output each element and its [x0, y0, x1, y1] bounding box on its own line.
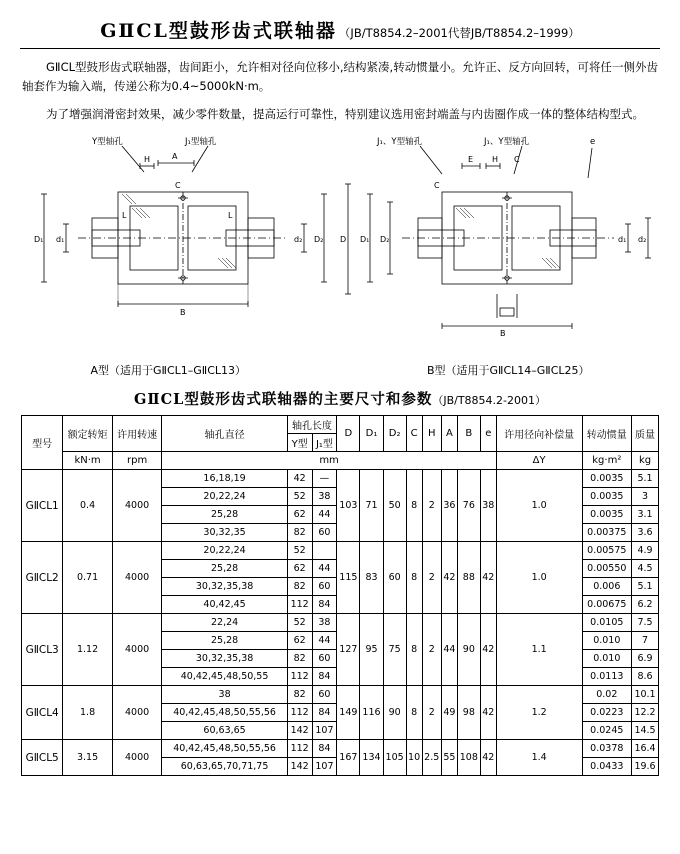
cell-inertia: 0.0245	[582, 722, 632, 740]
th-compensation: 许用径向补偿量	[496, 416, 582, 452]
cell-D: 167	[337, 740, 360, 776]
cell-inertia: 0.0035	[582, 488, 632, 506]
cell-D: 115	[337, 542, 360, 614]
cell-inertia: 0.00675	[582, 596, 632, 614]
page-title	[0, 16, 680, 43]
cell-mass: 3.6	[632, 524, 659, 542]
svg-text:d₁: d₁	[56, 235, 65, 244]
cell-B: 98	[457, 686, 480, 740]
cell-bore-diameter: 40,42,45	[162, 596, 287, 614]
svg-text:E: E	[468, 155, 474, 164]
cell-torque: 3.15	[63, 740, 113, 776]
cell-inertia: 0.0113	[582, 668, 632, 686]
cell-compensation: 1.2	[496, 686, 582, 740]
cell-inertia: 0.00550	[582, 560, 632, 578]
th-mass-unit: kg	[632, 452, 659, 470]
svg-text:J₁、Y型轴孔: J₁、Y型轴孔	[484, 137, 530, 147]
cell-H: 2.5	[422, 740, 441, 776]
svg-text:L: L	[122, 211, 127, 220]
cell-inertia: 0.0035	[582, 506, 632, 524]
cell-inertia: 0.0378	[582, 740, 632, 758]
cell-speed: 4000	[112, 740, 162, 776]
table-header-row-1	[22, 416, 659, 434]
cell-bore-diameter: 40,42,45,48,50,55,56	[162, 740, 287, 758]
table-title	[0, 388, 680, 409]
cell-D: 149	[337, 686, 360, 740]
cell-e: 42	[480, 740, 496, 776]
page-title-standard: （JB/T8854.2–2001代替JB/T8854.2–1999）	[338, 26, 580, 40]
cell-bore-length-y: 142	[287, 758, 312, 776]
cell-bore-diameter: 30,32,35	[162, 524, 287, 542]
svg-text:D₁: D₁	[34, 235, 44, 244]
intro-paragraph-2: 为了增强润滑密封效果，减少零件数量，提高运行可靠性，特别建议选用密封端盖与内齿圈作成一体的整体结构型式。	[46, 107, 644, 121]
cell-bore-length-j: 44	[312, 560, 337, 578]
svg-text:d₂: d₂	[638, 235, 647, 244]
caption-type-a: A型（适用于GⅡCL1–GⅡCL13）	[90, 364, 246, 377]
cell-bore-length-y: 112	[287, 668, 312, 686]
cell-e: 42	[480, 542, 496, 614]
cell-bore-length-y: 52	[287, 542, 312, 560]
th-D: D	[337, 416, 360, 452]
cell-mass: 4.5	[632, 560, 659, 578]
cell-inertia: 0.0035	[582, 470, 632, 488]
cell-bore-diameter: 30,32,35,38	[162, 650, 287, 668]
th-H: H	[422, 416, 441, 452]
th-B: B	[457, 416, 480, 452]
cell-bore-length-y: 112	[287, 704, 312, 722]
title-divider	[20, 48, 660, 49]
svg-text:B: B	[500, 329, 506, 338]
cell-e: 42	[480, 614, 496, 686]
table-row	[22, 740, 659, 758]
cell-D1: 95	[360, 614, 383, 686]
cell-e: 38	[480, 470, 496, 542]
th-D1: D₁	[360, 416, 383, 452]
svg-text:C: C	[434, 181, 440, 190]
cell-bore-diameter: 38	[162, 686, 287, 704]
cell-bore-diameter: 25,28	[162, 560, 287, 578]
cell-bore-length-j: 84	[312, 740, 337, 758]
cell-B: 90	[457, 614, 480, 686]
th-bore-len-y: Y型	[287, 434, 312, 452]
cell-B: 76	[457, 470, 480, 542]
cell-bore-diameter: 60,63,65	[162, 722, 287, 740]
cell-bore-length-j: 44	[312, 506, 337, 524]
table-row	[22, 686, 659, 704]
technical-drawing	[22, 132, 658, 360]
cell-mass: 6.9	[632, 650, 659, 668]
th-D2: D₂	[383, 416, 406, 452]
cell-bore-diameter: 22,24	[162, 614, 287, 632]
cell-D1: 83	[360, 542, 383, 614]
cell-bore-length-j: 60	[312, 578, 337, 596]
cell-bore-diameter: 16,18,19	[162, 470, 287, 488]
svg-text:d₂: d₂	[294, 235, 303, 244]
cell-mass: 3	[632, 488, 659, 506]
cell-bore-length-y: 112	[287, 596, 312, 614]
cell-speed: 4000	[112, 614, 162, 686]
cell-bore-length-y: 62	[287, 506, 312, 524]
svg-text:A: A	[172, 152, 178, 161]
cell-H: 2	[422, 542, 441, 614]
cell-bore-length-y: 42	[287, 470, 312, 488]
cell-model: GⅡCL2	[22, 542, 63, 614]
cell-D2: 75	[383, 614, 406, 686]
svg-text:L: L	[228, 211, 233, 220]
th-bore-len-j: J₁型	[312, 434, 337, 452]
cell-D2: 60	[383, 542, 406, 614]
drawing-captions	[0, 362, 680, 378]
svg-text:H: H	[492, 155, 499, 164]
svg-text:H: H	[144, 155, 151, 164]
cell-bore-length-y: 82	[287, 524, 312, 542]
cell-bore-length-j	[312, 542, 337, 560]
cell-D2: 90	[383, 686, 406, 740]
cell-bore-length-y: 82	[287, 578, 312, 596]
cell-mass: 3.1	[632, 506, 659, 524]
cell-torque: 1.8	[63, 686, 113, 740]
cell-bore-length-j: —	[312, 470, 337, 488]
table-row	[22, 614, 659, 632]
cell-speed: 4000	[112, 686, 162, 740]
cell-C: 8	[406, 614, 422, 686]
svg-text:D₂: D₂	[380, 235, 390, 244]
table-head	[22, 416, 659, 470]
cell-bore-length-y: 52	[287, 488, 312, 506]
cell-bore-length-j: 107	[312, 722, 337, 740]
th-comp-symbol: ΔY	[496, 452, 582, 470]
cell-torque: 0.4	[63, 470, 113, 542]
cell-bore-length-y: 52	[287, 614, 312, 632]
cell-mass: 5.1	[632, 578, 659, 596]
th-torque: 额定转矩	[63, 416, 113, 452]
th-e: e	[480, 416, 496, 452]
svg-text:D: D	[340, 235, 347, 244]
svg-text:e: e	[590, 137, 596, 147]
cell-A: 55	[441, 740, 457, 776]
page-title-main: GⅡCL型鼓形齿式联轴器	[100, 20, 337, 42]
cell-torque: 1.12	[63, 614, 113, 686]
cell-model: GⅡCL4	[22, 686, 63, 740]
cell-bore-length-j: 38	[312, 614, 337, 632]
cell-torque: 0.71	[63, 542, 113, 614]
cell-bore-length-j: 60	[312, 686, 337, 704]
cell-inertia: 0.00375	[582, 524, 632, 542]
cell-inertia: 0.006	[582, 578, 632, 596]
cell-model: GⅡCL3	[22, 614, 63, 686]
cell-C: 8	[406, 470, 422, 542]
cell-inertia: 0.00575	[582, 542, 632, 560]
svg-text:C: C	[175, 181, 181, 190]
cell-D: 127	[337, 614, 360, 686]
svg-text:D₂: D₂	[314, 235, 324, 244]
th-inertia-unit: kg·m²	[582, 452, 632, 470]
th-mm-unit: mm	[162, 452, 496, 470]
table-row	[22, 470, 659, 488]
th-A: A	[441, 416, 457, 452]
table-title-main: GⅡCL型鼓形齿式联轴器的主要尺寸和参数	[133, 391, 433, 408]
table-body	[22, 470, 659, 776]
th-inertia: 转动惯量	[582, 416, 632, 452]
cell-mass: 19.6	[632, 758, 659, 776]
cell-model: GⅡCL1	[22, 470, 63, 542]
th-bore-dia: 轴孔直径	[162, 416, 287, 452]
table-header-row-3	[22, 452, 659, 470]
cell-C: 8	[406, 686, 422, 740]
cell-mass: 8.6	[632, 668, 659, 686]
cell-speed: 4000	[112, 470, 162, 542]
cell-inertia: 0.0223	[582, 704, 632, 722]
cell-D2: 50	[383, 470, 406, 542]
cell-A: 42	[441, 542, 457, 614]
cell-D1: 134	[360, 740, 383, 776]
cell-A: 44	[441, 614, 457, 686]
cell-C: 10	[406, 740, 422, 776]
cell-inertia: 0.0433	[582, 758, 632, 776]
specifications-table	[21, 415, 659, 776]
table-title-note: （JB/T8854.2-2001）	[432, 394, 546, 407]
th-model: 型号	[22, 416, 63, 470]
cell-bore-diameter: 20,22,24	[162, 542, 287, 560]
cell-A: 36	[441, 470, 457, 542]
cell-mass: 14.5	[632, 722, 659, 740]
cell-bore-length-j: 60	[312, 650, 337, 668]
cell-bore-length-y: 142	[287, 722, 312, 740]
cell-bore-diameter: 20,22,24	[162, 488, 287, 506]
svg-text:D₁: D₁	[360, 235, 370, 244]
table-row	[22, 542, 659, 560]
cell-mass: 7.5	[632, 614, 659, 632]
cell-mass: 10.1	[632, 686, 659, 704]
cell-B: 88	[457, 542, 480, 614]
cell-bore-length-j: 84	[312, 668, 337, 686]
cell-bore-length-y: 62	[287, 632, 312, 650]
cell-C: 8	[406, 542, 422, 614]
cell-bore-length-j: 84	[312, 704, 337, 722]
th-bore-len: 轴孔长度	[287, 416, 337, 434]
th-speed: 许用转速	[112, 416, 162, 452]
svg-text:Y型轴孔: Y型轴孔	[92, 137, 123, 147]
cell-bore-length-j: 38	[312, 488, 337, 506]
caption-type-b: B型（适用于GⅡCL14–GⅡCL25）	[426, 364, 590, 377]
cell-bore-length-j: 107	[312, 758, 337, 776]
cell-compensation: 1.0	[496, 542, 582, 614]
cell-D: 103	[337, 470, 360, 542]
cell-compensation: 1.4	[496, 740, 582, 776]
cell-bore-length-j: 84	[312, 596, 337, 614]
th-speed-unit: rpm	[112, 452, 162, 470]
cell-inertia: 0.02	[582, 686, 632, 704]
cell-bore-length-y: 62	[287, 560, 312, 578]
th-torque-unit: kN·m	[63, 452, 113, 470]
intro-paragraph-1: GⅡCL型鼓形齿式联轴器，齿间距小，允许相对径向位移小,结构紧凑,转动惯量小。允许正、反方向回转，可将任一侧外齿轴套作为输入端，传递公称为0.4~5000kN·m。	[22, 60, 658, 93]
cell-bore-diameter: 25,28	[162, 632, 287, 650]
cell-mass: 4.9	[632, 542, 659, 560]
cell-model: GⅡCL5	[22, 740, 63, 776]
cell-compensation: 1.0	[496, 470, 582, 542]
cell-mass: 7	[632, 632, 659, 650]
cell-bore-diameter: 40,42,45,48,50,55,56	[162, 704, 287, 722]
cell-H: 2	[422, 614, 441, 686]
cell-D2: 105	[383, 740, 406, 776]
cell-mass: 6.2	[632, 596, 659, 614]
cell-bore-diameter: 25,28	[162, 506, 287, 524]
cell-bore-length-j: 44	[312, 632, 337, 650]
cell-D1: 71	[360, 470, 383, 542]
svg-text:B: B	[180, 308, 186, 317]
cell-bore-length-j: 60	[312, 524, 337, 542]
svg-text:C: C	[514, 155, 520, 164]
cell-inertia: 0.010	[582, 650, 632, 668]
cell-bore-length-y: 82	[287, 650, 312, 668]
svg-text:J₁、Y型轴孔: J₁、Y型轴孔	[377, 137, 423, 147]
cell-inertia: 0.0105	[582, 614, 632, 632]
cell-speed: 4000	[112, 542, 162, 614]
cell-bore-diameter: 30,32,35,38	[162, 578, 287, 596]
th-C: C	[406, 416, 422, 452]
svg-text:J₁型轴孔: J₁型轴孔	[185, 137, 217, 147]
cell-H: 2	[422, 470, 441, 542]
cell-mass: 16.4	[632, 740, 659, 758]
cell-bore-diameter: 40,42,45,48,50,55	[162, 668, 287, 686]
cell-bore-length-y: 112	[287, 740, 312, 758]
cell-B: 108	[457, 740, 480, 776]
cell-inertia: 0.010	[582, 632, 632, 650]
cell-mass: 12.2	[632, 704, 659, 722]
cell-A: 49	[441, 686, 457, 740]
cell-H: 2	[422, 686, 441, 740]
th-mass: 质量	[632, 416, 659, 452]
cell-D1: 116	[360, 686, 383, 740]
cell-bore-diameter: 60,63,65,70,71,75	[162, 758, 287, 776]
coupling-diagram-svg	[22, 132, 658, 360]
cell-compensation: 1.1	[496, 614, 582, 686]
svg-text:d₁: d₁	[618, 235, 627, 244]
cell-e: 42	[480, 686, 496, 740]
cell-mass: 5.1	[632, 470, 659, 488]
cell-bore-length-y: 82	[287, 686, 312, 704]
